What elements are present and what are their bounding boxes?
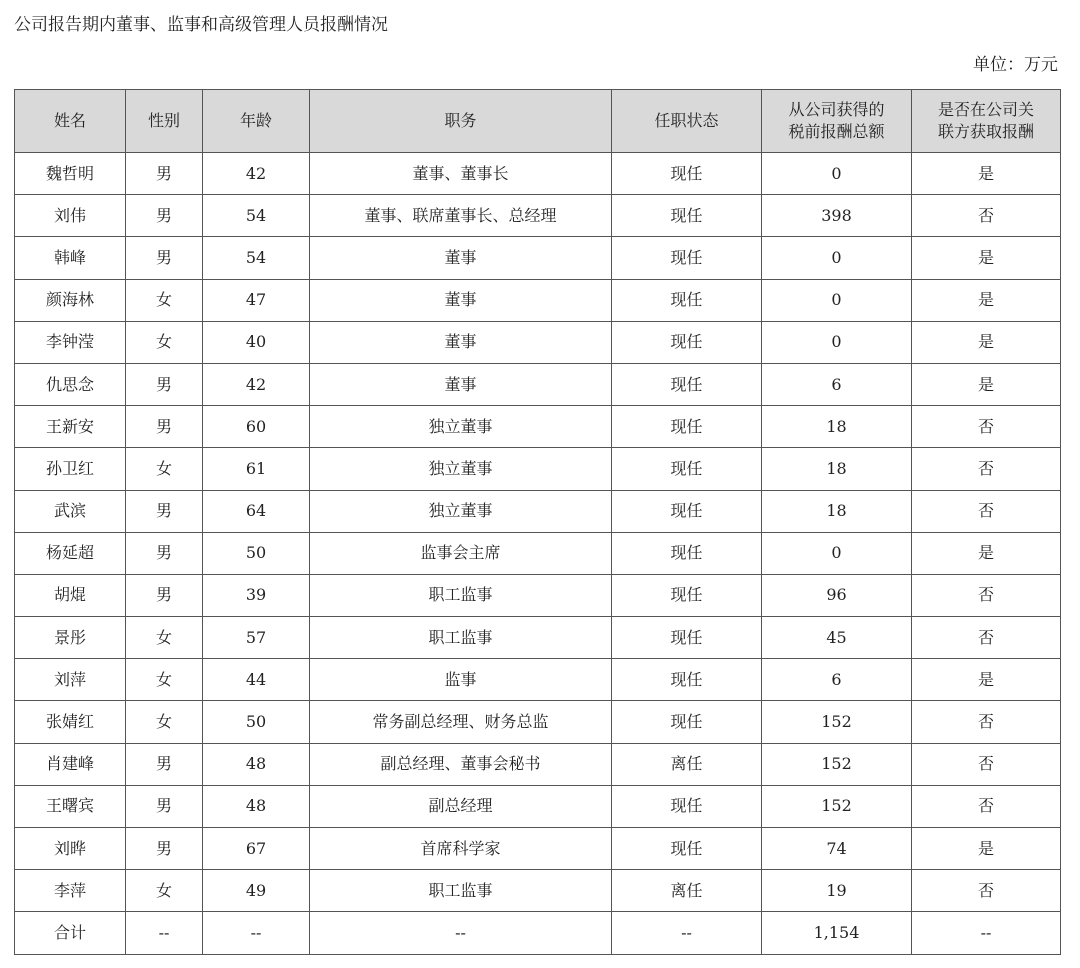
table-cell: 董事、联席董事长、总经理: [310, 195, 612, 237]
table-cell: 刘晔: [15, 828, 126, 870]
column-header-text: 从公司获得的: [788, 100, 885, 119]
table-cell: 魏哲明: [15, 153, 126, 195]
table-cell: 48: [203, 743, 310, 785]
table-row: [15, 490, 1061, 532]
table-header-row: [15, 90, 1061, 153]
table-row: [15, 743, 1061, 785]
table-row: [15, 701, 1061, 743]
table-cell: 董事: [310, 279, 612, 321]
table-cell: 男: [126, 363, 203, 405]
table-cell: 现任: [612, 532, 762, 574]
table-cell: 是: [912, 659, 1061, 701]
table-cell: 45: [762, 617, 912, 659]
table-cell: 否: [912, 195, 1061, 237]
table-cell: 董事、董事长: [310, 153, 612, 195]
table-cell: 现任: [612, 490, 762, 532]
table-cell: 否: [912, 870, 1061, 912]
table-cell: 现任: [612, 617, 762, 659]
table-cell: 胡焜: [15, 574, 126, 616]
table-cell: 50: [203, 701, 310, 743]
table-cell: 副总经理、董事会秘书: [310, 743, 612, 785]
table-cell: 现任: [612, 321, 762, 363]
table-cell: 李钟滢: [15, 321, 126, 363]
table-cell: 董事: [310, 363, 612, 405]
table-cell: 是: [912, 532, 1061, 574]
table-cell: 是: [912, 153, 1061, 195]
table-cell: 男: [126, 237, 203, 279]
table-row: [15, 574, 1061, 616]
table-cell: 合计: [15, 912, 126, 954]
column-header: [762, 90, 912, 153]
column-header: [126, 90, 203, 153]
table-cell: 女: [126, 321, 203, 363]
table-row: [15, 363, 1061, 405]
column-header: [203, 90, 310, 153]
table-cell: 47: [203, 279, 310, 321]
column-header-text: 税前报酬总额: [788, 122, 885, 141]
table-row: [15, 828, 1061, 870]
table-row: [15, 448, 1061, 490]
table-cell: --: [912, 912, 1061, 954]
table-cell: 首席科学家: [310, 828, 612, 870]
column-header: [912, 90, 1061, 153]
table-cell: 是: [912, 363, 1061, 405]
table-cell: 职工监事: [310, 617, 612, 659]
table-cell: 女: [126, 701, 203, 743]
table-cell: 男: [126, 195, 203, 237]
table-cell: 王曙宾: [15, 785, 126, 827]
table-cell: 现任: [612, 785, 762, 827]
table-cell: 独立董事: [310, 406, 612, 448]
table-body: [15, 153, 1061, 955]
table-row: [15, 195, 1061, 237]
table-cell: 否: [912, 785, 1061, 827]
table-cell: 96: [762, 574, 912, 616]
column-header-text: 任职状态: [654, 111, 719, 130]
table-cell: 0: [762, 237, 912, 279]
table-row: [15, 406, 1061, 448]
table-row: [15, 153, 1061, 195]
table-cell: 男: [126, 153, 203, 195]
table-cell: 职工监事: [310, 574, 612, 616]
table-cell: 0: [762, 279, 912, 321]
table-cell: 女: [126, 870, 203, 912]
table-cell: 是: [912, 279, 1061, 321]
table-cell: 刘萍: [15, 659, 126, 701]
table-cell: 1,154: [762, 912, 912, 954]
table-row: [15, 532, 1061, 574]
column-header: [310, 90, 612, 153]
table-cell: 张婧红: [15, 701, 126, 743]
page-title: 公司报告期内董事、监事和高级管理人员报酬情况: [14, 15, 388, 35]
column-header-text: 姓名: [53, 111, 86, 130]
table-cell: 18: [762, 406, 912, 448]
table-cell: 61: [203, 448, 310, 490]
column-header-text: 是否在公司关: [937, 100, 1034, 119]
table-cell: 监事会主席: [310, 532, 612, 574]
table-cell: 女: [126, 279, 203, 321]
table-cell: 肖建峰: [15, 743, 126, 785]
table-cell: 景彤: [15, 617, 126, 659]
table-cell: 54: [203, 237, 310, 279]
table-cell: 6: [762, 363, 912, 405]
unit-label: 单位：万元: [973, 55, 1058, 75]
table-cell: 是: [912, 828, 1061, 870]
table-cell: 否: [912, 448, 1061, 490]
table-cell: 6: [762, 659, 912, 701]
table-cell: 现任: [612, 195, 762, 237]
table-cell: 398: [762, 195, 912, 237]
table-cell: 67: [203, 828, 310, 870]
table-cell: --: [612, 912, 762, 954]
table-cell: 18: [762, 448, 912, 490]
table-cell: 现任: [612, 828, 762, 870]
table-cell: 60: [203, 406, 310, 448]
table-cell: 54: [203, 195, 310, 237]
column-header-text: 性别: [147, 111, 180, 130]
table-cell: 现任: [612, 448, 762, 490]
table-cell: 42: [203, 363, 310, 405]
table-cell: 64: [203, 490, 310, 532]
table-cell: 现任: [612, 279, 762, 321]
table-cell: 40: [203, 321, 310, 363]
table-cell: 49: [203, 870, 310, 912]
table-cell: 现任: [612, 659, 762, 701]
table-row: [15, 321, 1061, 363]
table-cell: 王新安: [15, 406, 126, 448]
table-cell: 否: [912, 406, 1061, 448]
table-cell: 离任: [612, 743, 762, 785]
table-cell: 152: [762, 743, 912, 785]
table-row: [15, 617, 1061, 659]
table-cell: 现任: [612, 237, 762, 279]
table-cell: 仇思念: [15, 363, 126, 405]
table-cell: --: [126, 912, 203, 954]
table-cell: 刘伟: [15, 195, 126, 237]
table-cell: 现任: [612, 574, 762, 616]
table-cell: 男: [126, 406, 203, 448]
table-cell: 监事: [310, 659, 612, 701]
table-cell: 0: [762, 321, 912, 363]
table-cell: 是: [912, 237, 1061, 279]
table-cell: 39: [203, 574, 310, 616]
column-header: [612, 90, 762, 153]
table-cell: 韩峰: [15, 237, 126, 279]
column-header-text: 职务: [444, 111, 477, 130]
table-cell: 152: [762, 701, 912, 743]
table-cell: 48: [203, 785, 310, 827]
column-header-text: 年龄: [239, 111, 272, 130]
table-cell: 男: [126, 743, 203, 785]
table-cell: 0: [762, 532, 912, 574]
table-cell: 57: [203, 617, 310, 659]
table-cell: 男: [126, 490, 203, 532]
table-cell: 152: [762, 785, 912, 827]
table-cell: 50: [203, 532, 310, 574]
table-cell: 男: [126, 532, 203, 574]
table-cell: 现任: [612, 363, 762, 405]
table-cell: 李萍: [15, 870, 126, 912]
table-row: [15, 659, 1061, 701]
table-cell: 否: [912, 574, 1061, 616]
table-cell: --: [203, 912, 310, 954]
compensation-table: [14, 89, 1061, 955]
table-cell: --: [310, 912, 612, 954]
table-row: [15, 870, 1061, 912]
table-cell: 男: [126, 574, 203, 616]
table-cell: 常务副总经理、财务总监: [310, 701, 612, 743]
table-cell: 74: [762, 828, 912, 870]
table-cell: 42: [203, 153, 310, 195]
column-header-text: 联方获取报酬: [937, 122, 1034, 141]
table-row: [15, 785, 1061, 827]
table-cell: 杨延超: [15, 532, 126, 574]
table-cell: 颜海林: [15, 279, 126, 321]
table-cell: 离任: [612, 870, 762, 912]
table-cell: 44: [203, 659, 310, 701]
table-cell: 男: [126, 785, 203, 827]
table-cell: 否: [912, 743, 1061, 785]
table-row: [15, 279, 1061, 321]
table-cell: 现任: [612, 406, 762, 448]
table-cell: 孙卫红: [15, 448, 126, 490]
table-cell: 武滨: [15, 490, 126, 532]
table-row: [15, 237, 1061, 279]
total-row: [15, 912, 1061, 954]
column-header: [15, 90, 126, 153]
table-cell: 副总经理: [310, 785, 612, 827]
table-cell: 董事: [310, 237, 612, 279]
table-cell: 否: [912, 490, 1061, 532]
table-cell: 0: [762, 153, 912, 195]
table-cell: 女: [126, 659, 203, 701]
table-cell: 19: [762, 870, 912, 912]
table-cell: 女: [126, 448, 203, 490]
table-cell: 董事: [310, 321, 612, 363]
table-cell: 否: [912, 701, 1061, 743]
table-cell: 否: [912, 617, 1061, 659]
table-cell: 男: [126, 828, 203, 870]
table-cell: 独立董事: [310, 448, 612, 490]
table-cell: 独立董事: [310, 490, 612, 532]
table-cell: 职工监事: [310, 870, 612, 912]
table-cell: 是: [912, 321, 1061, 363]
table-cell: 女: [126, 617, 203, 659]
table-cell: 现任: [612, 701, 762, 743]
table-cell: 现任: [612, 153, 762, 195]
table-cell: 18: [762, 490, 912, 532]
